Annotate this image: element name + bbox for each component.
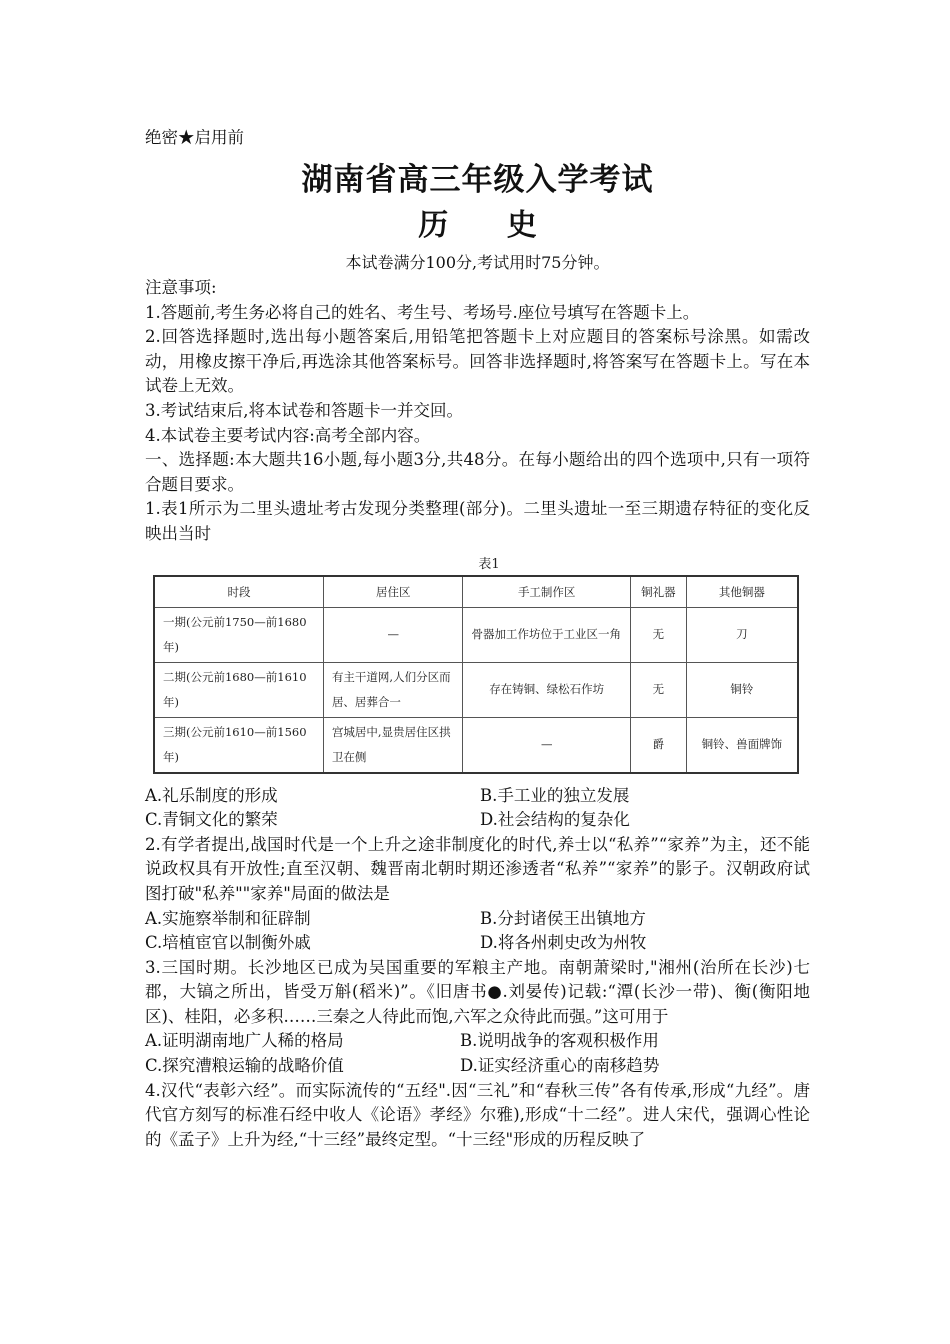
header-other-bronze: 其他铜器 — [686, 576, 798, 608]
table-cell: 骨器加工作坊位于工业区一角 — [463, 607, 630, 662]
exam-info: 本试卷满分100分,考试用时75分钟。 — [345, 253, 610, 272]
header-period: 时段 — [154, 576, 323, 608]
note-item-1: 1.答题前,考生务必将自己的姓名、考生号、考场号.座位号填写在答题卡上。 — [145, 302, 700, 322]
option-c: C.培植宦官以制衡外戚 — [145, 933, 311, 953]
header-ritual-bronze: 铜礼器 — [630, 576, 686, 608]
option-c: C.探究漕粮运输的战略价值 — [145, 1056, 344, 1076]
secret-label: 绝密★启用前 — [145, 128, 244, 147]
section-heading: 一、选择题:本大题共16小题,每小题3分,共48分。在每小题给出的四个选项中,只有一项符合题目要求。 — [145, 450, 810, 494]
table-cell: 铜铃 — [686, 662, 798, 717]
option-d: D.证实经济重心的南移趋势 — [460, 1056, 660, 1076]
option-b: B.手工业的独立发展 — [480, 785, 630, 805]
table-cell: 宫城居中,显贵居住区拱卫在侧 — [323, 717, 463, 773]
table-cell: 存在铸铜、绿松石作坊 — [463, 662, 630, 717]
table-cell: 无 — [630, 607, 686, 662]
table-caption: 表1 — [478, 556, 500, 572]
table-row — [154, 662, 798, 717]
question-1-stem: 1.表1所示为二里头遗址考古发现分类整理(部分)。二里头遗址一至三期遗存特征的变化反映出当时 — [145, 499, 810, 543]
exam-title: 湖南省高三年级入学考试 — [301, 162, 654, 198]
table-cell: 三期(公元前1610—前1560年) — [154, 717, 323, 773]
option-a: A.礼乐制度的形成 — [145, 785, 278, 805]
note-item-3: 3.考试结束后,将本试卷和答题卡一并交回。 — [145, 400, 463, 420]
table-cell: — — [323, 607, 463, 662]
option-d: D.将各州刺史改为州牧 — [480, 933, 647, 953]
table-cell: 铜铃、兽面牌饰 — [686, 717, 798, 773]
subject-title: 历 史 — [418, 208, 561, 243]
question-1-options-row-1 — [145, 784, 810, 809]
question-2-stem: 2.有学者提出,战国时代是一个上升之途非制度化的时代,养士以“私养”“家养”为主，还不能说政权具有开放性;直至汉朝、魏晋南北朝时期还渗透者“私养”“家养”的影子。汉朝政府试图打破"私养""家养"局面的做法是 — [145, 834, 810, 903]
exam-page — [145, 126, 810, 1152]
option-a: A.实施察举制和征辟制 — [145, 908, 311, 928]
option-a: A.证明湖南地广人稀的格局 — [145, 1031, 344, 1051]
table-header-row — [154, 576, 798, 608]
option-b: B.分封诸侯王出镇地方 — [480, 908, 646, 928]
question-3-stem: 3.三国时期。长沙地区已成为吴国重要的军粮主产地。南朝萧梁时,"湘州(治所在长沙)七郡，大镐之所出，皆受万斛(稻米)”。《旧唐书●.刘晏传)记载:“潭(长沙一带)、衡(衡阳地区)、桂阳，必多积……三秦之人待此而饱,六军之众待此而强。”这可用于 — [145, 957, 810, 1026]
header-workshop: 手工制作区 — [463, 576, 630, 608]
table-row — [154, 607, 798, 662]
table-cell: 一期(公元前1750—前1680年) — [154, 607, 323, 662]
option-b: B.说明战争的客观积极作用 — [460, 1031, 659, 1051]
notes-heading: 注意事项: — [145, 278, 217, 297]
option-d: D.社会结构的复杂化 — [480, 810, 630, 830]
table-cell: 有主干道网,人们分区而居、居葬合一 — [323, 662, 463, 717]
question-1-options-row-2 — [145, 808, 810, 833]
question-2-options-row-1 — [145, 907, 810, 932]
question-4-stem: 4.汉代“表彰六经”。而实际流传的“五经".因“三礼”和“春秋三传”各有传承,形成“九经”。唐代官方刻写的标准石经中收人《论语》孝经》尔雅),形成“十二经”。进人宋代，强调心性论的《孟子》上升为经,“十三经”最终定型。“十三经"形成的历程反映了 — [145, 1080, 810, 1149]
table-1 — [153, 555, 805, 774]
note-item-2: 2.回答选择题时,选出每小题答案后,用铅笔把答题卡上对应题目的答案标号涂黑。如需改动，用橡皮擦干净后,再选涂其他答案标号。回答非选择题时,将答案写在答题卡上。写在本试卷上无效。 — [145, 327, 810, 396]
note-item-4: 4.本试卷主要考试内容:高考全部内容。 — [145, 425, 431, 445]
table-cell: — — [463, 717, 630, 773]
question-3-options-row-2 — [145, 1054, 810, 1079]
question-3-options-row-1 — [145, 1029, 810, 1054]
data-table — [153, 575, 799, 774]
table-cell: 刀 — [686, 607, 798, 662]
table-cell: 无 — [630, 662, 686, 717]
table-cell: 二期(公元前1680—前1610年) — [154, 662, 323, 717]
option-c: C.青铜文化的繁荣 — [145, 810, 278, 830]
table-row — [154, 717, 798, 773]
table-cell: 爵 — [630, 717, 686, 773]
header-residence: 居住区 — [323, 576, 463, 608]
question-2-options-row-2 — [145, 931, 810, 956]
